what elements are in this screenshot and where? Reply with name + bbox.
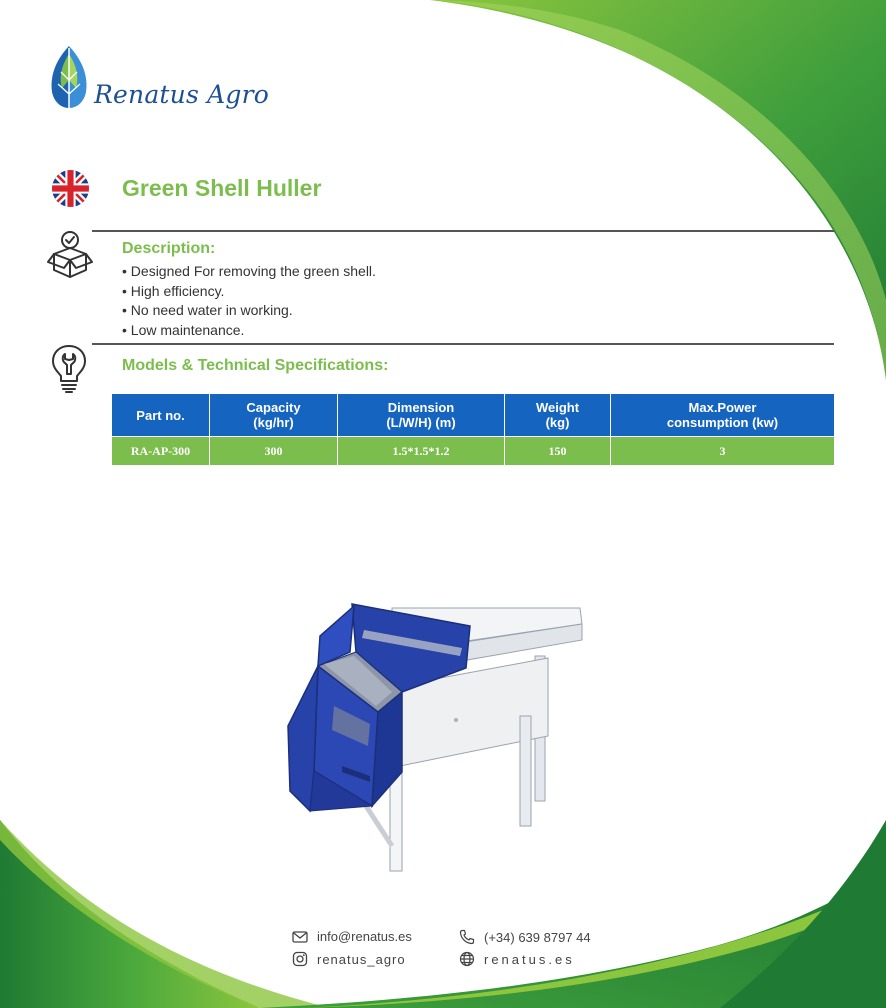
header-unit: (L/W/H) (m) (386, 415, 456, 430)
table-cell: 300 (210, 437, 338, 466)
instagram-icon (292, 951, 308, 967)
table-cell: 150 (505, 437, 611, 466)
contact-website[interactable] (459, 951, 575, 967)
list-item: • Designed For removing the green shell. (122, 262, 376, 282)
header-label: Capacity (246, 400, 301, 415)
description-heading: Description: (122, 240, 216, 257)
header-label: Dimension (387, 400, 455, 415)
instagram-text: renatus_agro (317, 951, 406, 967)
specs-heading: Models & Technical Specifications: (122, 357, 389, 374)
header-unit: consumption (kw) (666, 415, 779, 430)
table-row (112, 437, 835, 466)
table-header-row (112, 394, 835, 437)
column-header (210, 394, 338, 437)
column-header (505, 394, 611, 437)
contact-email[interactable] (292, 929, 412, 944)
list-item: • No need water in working. (122, 301, 376, 321)
phone-icon (459, 929, 475, 945)
email-text: info@renatus.es (317, 929, 412, 944)
divider (92, 230, 834, 232)
globe-icon (459, 951, 475, 967)
header-unit: (kg) (545, 415, 570, 430)
brand-name: Renatus Agro (94, 80, 270, 109)
description-list (122, 262, 376, 340)
mail-icon (292, 931, 308, 943)
website-text: renatus.es (484, 951, 575, 967)
list-item: • Low maintenance. (122, 321, 376, 341)
leaf-logo-icon (48, 44, 90, 110)
header-label: Max.Power (688, 400, 757, 415)
header-unit: (kg/hr) (253, 415, 294, 430)
table-cell: 3 (611, 437, 835, 466)
product-title: Green Shell Huller (122, 175, 322, 201)
column-header (112, 394, 210, 437)
product-image (280, 596, 590, 876)
column-header (611, 394, 835, 437)
column-header (338, 394, 505, 437)
divider (92, 343, 834, 345)
table-cell: RA-AP-300 (112, 437, 210, 466)
phone-text: (+34) 639 8797 44 (484, 929, 591, 945)
list-item: • High efficiency. (122, 282, 376, 302)
uk-flag-icon (52, 170, 89, 207)
box-check-icon (46, 230, 94, 280)
header-label: Weight (535, 400, 580, 415)
lightbulb-wrench-icon (50, 344, 88, 394)
header-label: Part no. (136, 407, 185, 423)
table-cell: 1.5*1.5*1.2 (338, 437, 505, 466)
contact-phone[interactable] (459, 929, 591, 945)
specs-table (111, 393, 835, 466)
contact-instagram[interactable] (292, 951, 406, 967)
